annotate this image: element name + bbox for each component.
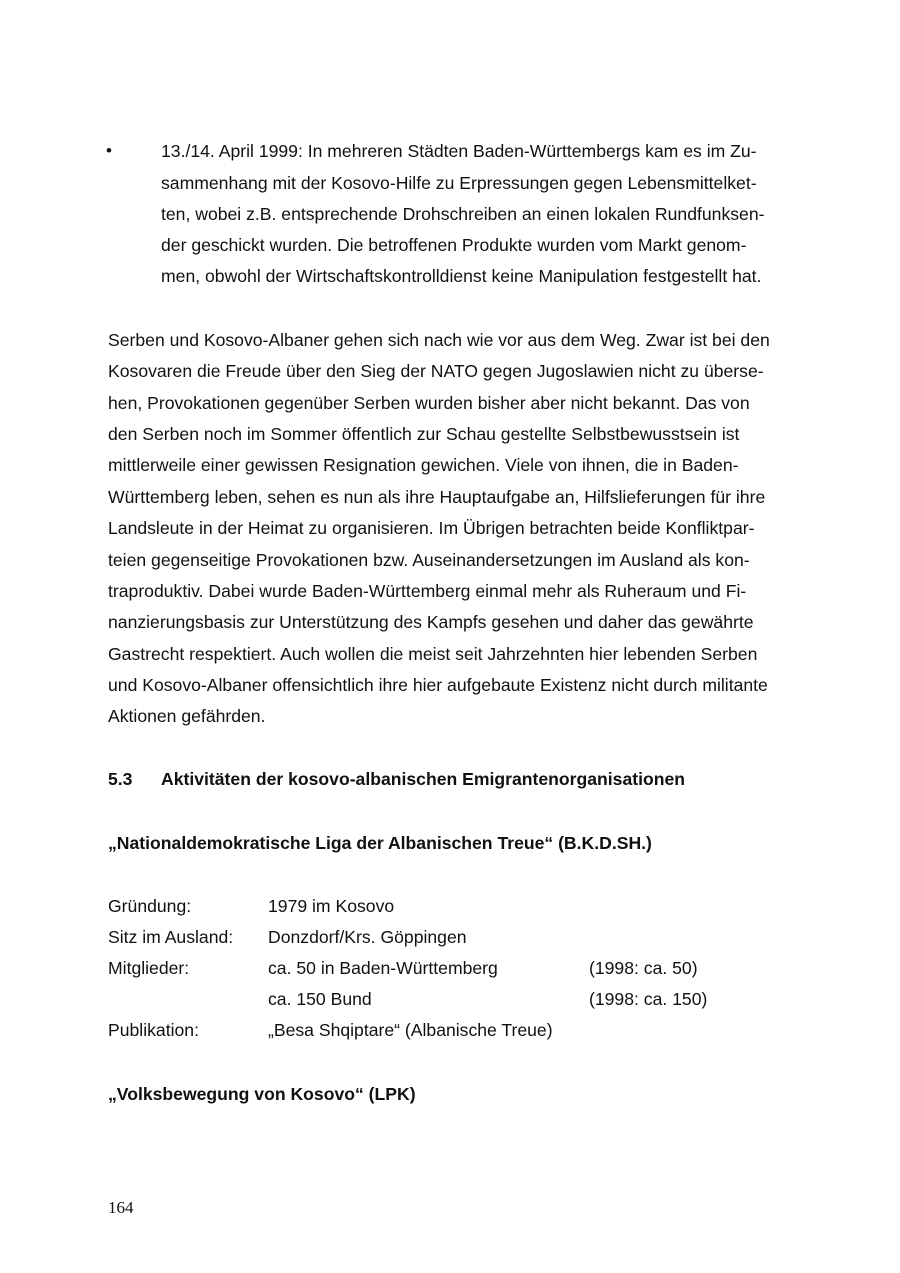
fact-value: ca. 150 Bund: [268, 989, 372, 1009]
bullet-symbol: •: [106, 141, 112, 160]
fact-value: „Besa Shqiptare“ (Albanische Treue): [268, 1020, 553, 1040]
fact-label: Mitglieder:: [108, 958, 190, 978]
bullet-line: 13./14. April 1999: In mehreren Städten Baden-Württembergs kam es im Zu-: [161, 141, 757, 161]
paragraph-line: nanzierungsbasis zur Unterstützung des Kampfs gesehen und daher das gewährte: [108, 612, 754, 632]
bullet-line: ten, wobei z.B. entsprechende Drohschreiben an einen lokalen Rundfunksen-: [161, 204, 765, 224]
paragraph-line: und Kosovo-Albaner offensichtlich ihre hier aufgebaute Existenz nicht durch militante: [108, 675, 768, 695]
paragraph-line: hen, Provokationen gegenüber Serben wurden bisher aber nicht bekannt. Das von: [108, 393, 750, 413]
fact-label: Publikation:: [108, 1020, 199, 1040]
paragraph-line: mittlerweile einer gewissen Resignation gewichen. Viele von ihnen, die in Baden-: [108, 455, 739, 475]
org-title-lpk: „Volksbewegung von Kosovo“ (LPK): [108, 1084, 416, 1104]
paragraph-line: Württemberg leben, sehen es nun als ihre Hauptaufgabe an, Hilfslieferungen für ihre: [108, 487, 766, 507]
fact-value: Donzdorf/Krs. Göppingen: [268, 927, 467, 947]
paragraph-line: Landsleute in der Heimat zu organisieren. Im Übrigen betrachten beide Konfliktpar-: [108, 518, 755, 538]
paragraph-line: Serben und Kosovo-Albaner gehen sich nach wie vor aus dem Weg. Zwar ist bei den: [108, 330, 770, 350]
fact-extra: (1998: ca. 150): [589, 989, 708, 1009]
paragraph-line: traproduktiv. Dabei wurde Baden-Württemberg einmal mehr als Ruheraum und Fi-: [108, 581, 747, 601]
org-title-bkdsh: „Nationaldemokratische Liga der Albanischen Treue“ (B.K.D.SH.): [108, 833, 652, 853]
fact-extra: (1998: ca. 50): [589, 958, 698, 978]
bullet-line: men, obwohl der Wirtschaftskontrolldienst keine Manipulation festgestellt hat.: [161, 266, 762, 286]
page-number: 164: [108, 1198, 134, 1217]
paragraph-line: den Serben noch im Sommer öffentlich zur Schau gestellte Selbstbewusstsein ist: [108, 424, 740, 444]
paragraph-line: Kosovaren die Freude über den Sieg der NATO gegen Jugoslawien nicht zu überse-: [108, 361, 764, 381]
paragraph-line: Aktionen gefährden.: [108, 706, 266, 726]
fact-label: Sitz im Ausland:: [108, 927, 234, 947]
fact-label: Gründung:: [108, 896, 192, 916]
paragraph-line: Gastrecht respektiert. Auch wollen die meist seit Jahrzehnten hier lebenden Serben: [108, 644, 758, 664]
section-title: Aktivitäten der kosovo-albanischen Emigrantenorganisationen: [161, 769, 686, 789]
bullet-line: sammenhang mit der Kosovo-Hilfe zu Erpressungen gegen Lebensmittelket-: [161, 173, 757, 193]
bullet-line: der geschickt wurden. Die betroffenen Produkte wurden vom Markt genom-: [161, 235, 747, 255]
fact-value: ca. 50 in Baden-Württemberg: [268, 958, 498, 978]
section-number: 5.3: [108, 769, 133, 789]
paragraph-line: teien gegenseitige Provokationen bzw. Auseinandersetzungen im Ausland als kon-: [108, 550, 750, 570]
fact-value: 1979 im Kosovo: [268, 896, 395, 916]
